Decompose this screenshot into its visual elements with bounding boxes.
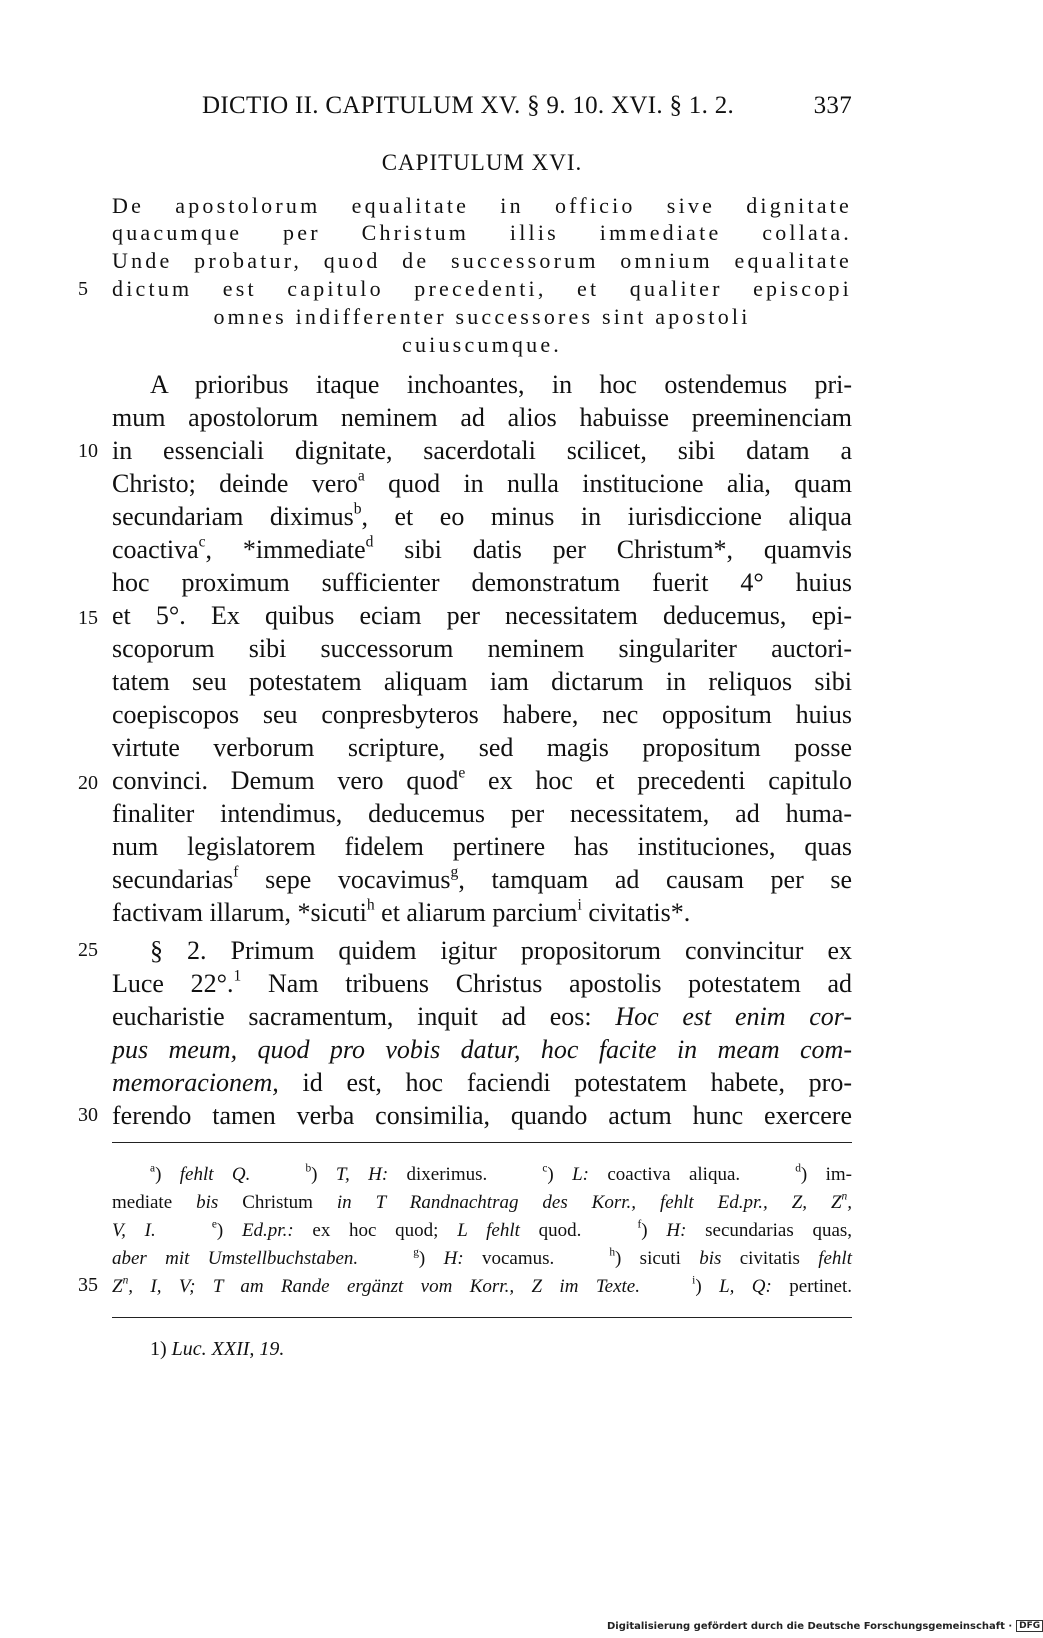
dfg-logo: DFG (1016, 1620, 1043, 1632)
line-number: 25 (78, 939, 98, 961)
body-line: virtute verborum scripture, sed magis propositum posse (112, 733, 852, 762)
body-line: tatem seu potestatem aliquam iam dictarum in reliquos sibi (112, 667, 852, 696)
line-number: 20 (78, 772, 98, 794)
body-line: finaliter intendimus, deducemus per necessitatem, ad huma- (112, 799, 852, 828)
scripture-quote: Hoc est enim cor- (615, 1002, 853, 1031)
footnote-line: $^a$) fehlt Q. $^b$) T, H: dixerimus. $^c$) L: coactiva aliqua. $^d$) im- (150, 1162, 852, 1185)
running-title: DICTIO II. CAPITULUM XV. § 9. 10. XVI. § 1. 2. (202, 92, 735, 119)
footnote-separator (112, 1142, 852, 1143)
footnote-marker: e (458, 764, 466, 782)
body-text-segment: sepe vocavimus (265, 865, 451, 894)
footnote-marker: b (353, 500, 362, 518)
line-number: 15 (78, 607, 98, 629)
body-line: coepiscopos seu conpresbyteros habere, nec oppositum huius (112, 700, 852, 729)
body-line (112, 1002, 852, 1032)
body-text-segment: factivam illarum, *sicuti (112, 898, 367, 927)
footnote-line: aber mit Umstellbuchstaben. $^g$) H: vocamus. $^h$) sicuti bis civitatis fehlt (112, 1246, 852, 1269)
body-line: in essenciali dignitate, sacerdotali scilicet, sibi datam a (112, 436, 852, 465)
body-text-segment: quod in nulla institucione alia, quam (388, 469, 852, 498)
body-line: mum apostolorum neminem ad alios habuisse preeminenciam (112, 403, 852, 432)
chapter-heading: CAPITULUM XVI. (381, 150, 583, 175)
chapter-title-line: quacumque per Christum illis immediate collata. (112, 220, 852, 245)
body-text-segment: et aliarum parcium (381, 898, 578, 927)
reference-note: 1) Luc. XXII, 19. (150, 1338, 285, 1360)
body-line (112, 1068, 852, 1098)
body-line: scoporum sibi successorum neminem singulariter auctori- (112, 634, 852, 663)
stamp-text: Digitalisierung gefördert durch die Deutsche Forschungsgemeinschaft · (607, 1621, 1013, 1632)
footnote-line: V, I. $^e$) Ed.pr.: ex hoc quod; L fehlt quod. $^f$) H: secundarias quas, (112, 1218, 853, 1241)
footnote-marker: d (365, 533, 374, 551)
footnote-marker: i (577, 896, 582, 914)
body-text-segment: Nam tribuens Christus apostolis potestatem ad (268, 969, 853, 998)
footnote-marker: f (233, 863, 239, 881)
reference-marker: 1 (233, 967, 242, 985)
body-text-segment: Luce 22°. (112, 969, 234, 998)
body-text-segment: coactiva (112, 535, 199, 564)
body-text-segment: Christo; deinde vero (112, 469, 358, 498)
body-text-segment: , *immediate (205, 535, 366, 564)
footnote-line: $Z^n$, I, V; T am Rande ergänzt vom Korr., Z im Texte. $^i$) L, Q: pertinet. (112, 1274, 853, 1297)
body-line: num legislatorem fidelem pertinere has instituciones, quas (112, 832, 852, 861)
line-number: 35 (78, 1274, 98, 1296)
body-line: ferendo tamen verba consimilia, quando actum hunc exercere (112, 1101, 852, 1130)
body-line (112, 766, 852, 796)
footnote-marker: h (366, 896, 375, 914)
reference-separator (112, 1317, 852, 1318)
body-line (112, 898, 690, 928)
body-line (112, 469, 852, 499)
line-number: 5 (78, 278, 88, 300)
body-text-segment: ex hoc et precedenti capitulo (488, 766, 852, 795)
body-line (112, 1035, 852, 1065)
chapter-title-line: dictum est capitulo precedenti, et qualiter episcopi (112, 276, 852, 301)
body-line: hoc proximum sufficienter demonstratum fuerit 4° huius (112, 568, 852, 597)
footnote-line: mediate bis Christum in T Randnachtrag des Korr., fehlt Ed.pr., Z, $Z^n$, (112, 1190, 852, 1213)
chapter-title-line: De apostolorum equalitate in officio sive dignitate (112, 193, 852, 218)
scripture-quote: memoracionem, (112, 1068, 279, 1097)
body-line: A prioribus itaque inchoantes, in hoc ostendemus pri- (150, 370, 852, 399)
body-text-segment: civitatis*. (588, 898, 691, 927)
body-line: § 2. Primum quidem igitur propositorum convincitur ex (150, 936, 852, 965)
body-text-segment: convinci. Demum vero quod (112, 766, 459, 795)
chapter-title-line: cuiuscumque. (402, 332, 562, 357)
line-number: 10 (78, 440, 98, 462)
digitization-stamp (607, 1620, 1043, 1632)
page-number: 337 (813, 92, 852, 119)
body-text-segment: secundarias (112, 865, 234, 894)
chapter-title-line: Unde probatur, quod de successorum omnium equalitate (112, 248, 852, 273)
footnote-marker: g (450, 863, 459, 881)
body-line (112, 535, 852, 565)
scripture-quote: pus meum, quod pro vobis datur, hoc facite in meam com- (112, 1035, 852, 1064)
body-line (112, 969, 852, 999)
line-number: 30 (78, 1104, 98, 1126)
body-line: et 5°. Ex quibus eciam per necessitatem deducemus, epi- (112, 601, 852, 630)
footnote-marker: a (357, 467, 365, 485)
chapter-title-line: omnes indifferenter successores sint apostoli (213, 304, 751, 329)
body-text-segment: sibi datis per Christum*, quamvis (404, 535, 852, 564)
body-text-segment: id est, hoc faciendi potestatem habete, pro- (302, 1068, 852, 1097)
body-text-segment: , tamquam ad causam per se (458, 865, 852, 894)
body-line (112, 865, 852, 895)
body-line (112, 502, 852, 532)
body-text-segment: secundariam diximus (112, 502, 354, 531)
footnote-marker: c (198, 533, 206, 551)
body-text-segment: eucharistie sacramentum, inquit ad eos: (112, 1002, 592, 1031)
body-text-segment: , et eo minus in iurisdiccione aliqua (361, 502, 852, 531)
